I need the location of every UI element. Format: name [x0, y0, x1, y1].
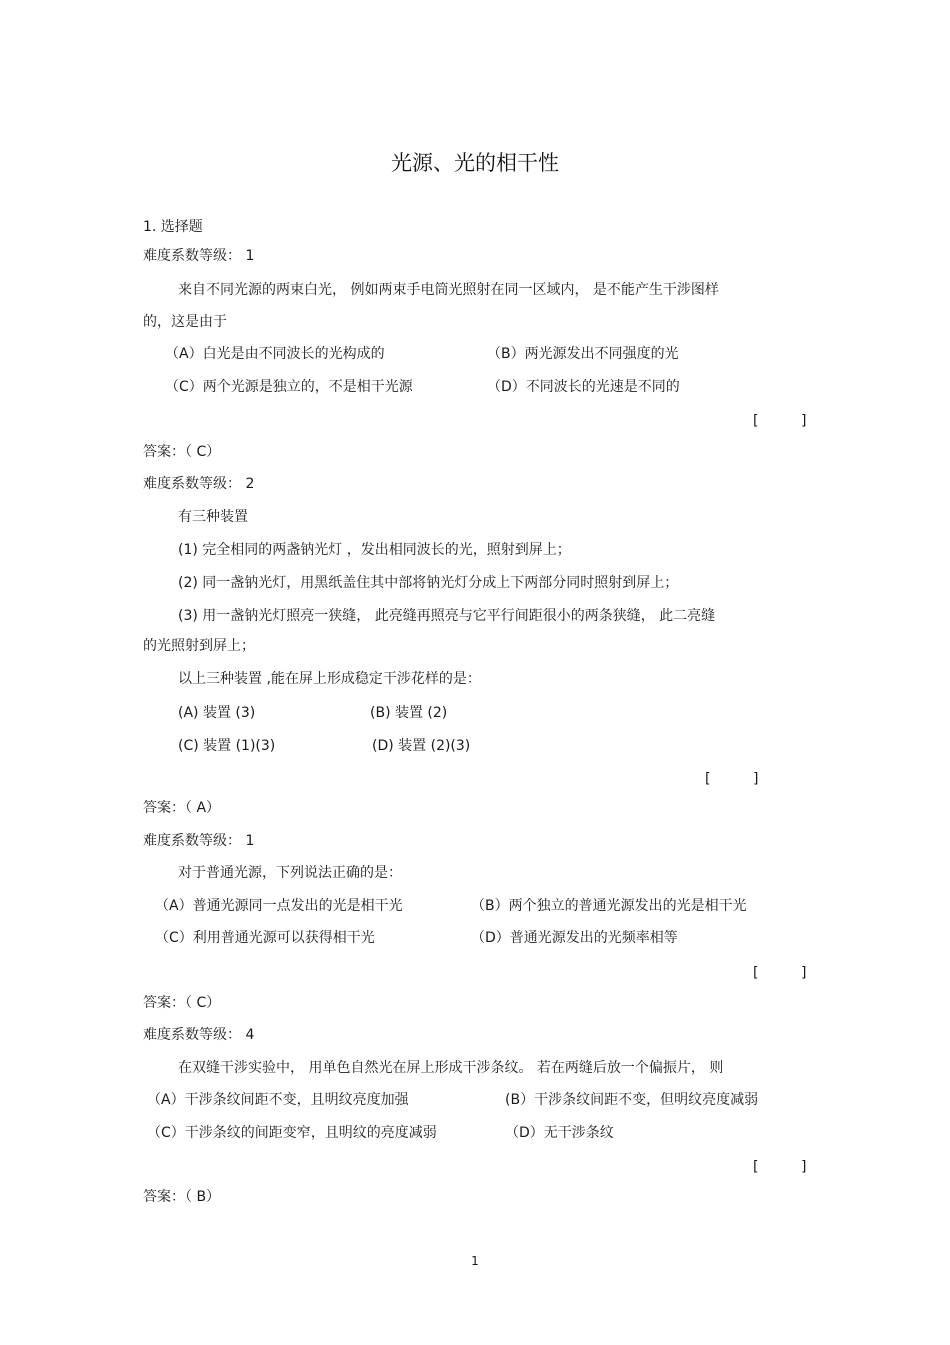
bracket-open: [ [753, 965, 759, 981]
difficulty-level: 难度系数等级： 4 [143, 1027, 255, 1043]
answer: 答案：（ C） [143, 444, 221, 460]
bracket-close: ] [801, 413, 807, 429]
answer-bracket [753, 412, 807, 430]
option-a: (A) 装置 (3) [178, 705, 256, 721]
answer: 答案：（ C） [143, 995, 221, 1011]
option-d: （D）不同波长的光速是不同的 [487, 379, 680, 395]
option-d: （D）无干涉条纹 [505, 1125, 614, 1141]
bracket-open: [ [753, 413, 759, 429]
bracket-close: ] [753, 771, 759, 787]
option-c: （C）利用普通光源可以获得相干光 [155, 930, 375, 946]
option-d: (D) 装置 (2)(3) [372, 738, 471, 754]
bracket-close: ] [801, 1159, 807, 1175]
page-title: 光源、光的相干性 [391, 151, 559, 175]
answer: 答案：（ B） [143, 1189, 221, 1205]
answer: 答案：（ A） [143, 800, 221, 816]
option-a: （A）白光是由不同波长的光构成的 [165, 346, 385, 362]
bracket-open: [ [753, 1159, 759, 1175]
option-a: （A）干涉条纹间距不变，且明纹亮度加强 [147, 1092, 409, 1108]
section-heading: 1. 选择题 [143, 219, 203, 235]
answer-bracket [753, 1158, 807, 1176]
option-a: （A）普通光源同一点发出的光是相干光 [155, 898, 403, 914]
option-c: （C）两个光源是独立的，不是相干光源 [165, 379, 413, 395]
option-b: (B）干涉条纹间距不变，但明纹亮度减弱 [505, 1092, 759, 1108]
question-stem-continued: 的，这是由于 [143, 314, 227, 330]
option-b: (B) 装置 (2) [370, 705, 448, 721]
difficulty-level: 难度系数等级： 2 [143, 476, 255, 492]
question-stem: 对于普通光源，下列说法正确的是： [178, 865, 402, 881]
option-c: (C) 装置 (1)(3) [178, 738, 276, 754]
device-item-2: (2) 同一盏钠光灯，用黑纸盖住其中部将钠光灯分成上下两部分同时照射到屏上； [178, 575, 679, 591]
option-b: （B）两个独立的普通光源发出的光是相干光 [471, 898, 747, 914]
answer-bracket [753, 964, 807, 982]
question-stem: 来自不同光源的两束白光， 例如两束手电筒光照射在同一区域内， 是不能产生干涉图样 [178, 282, 719, 298]
bracket-open: [ [705, 771, 711, 787]
page-number: 1 [471, 1254, 479, 1268]
device-item-1: (1) 完全相同的两盏钠光灯 ，发出相同波长的光，照射到屏上； [178, 542, 571, 558]
option-c: （C）干涉条纹的间距变窄，且明纹的亮度减弱 [147, 1125, 437, 1141]
answer-bracket [705, 770, 759, 788]
option-d: （D）普通光源发出的光频率相等 [471, 930, 678, 946]
question-intro: 有三种装置 [178, 509, 248, 525]
difficulty-level: 难度系数等级： 1 [143, 833, 255, 849]
device-item-3: (3) 用一盏钠光灯照亮一狭缝， 此亮缝再照亮与它平行间距很小的两条狭缝， 此二亮缝 [178, 608, 716, 624]
device-item-3-continued: 的光照射到屏上； [143, 638, 255, 654]
bracket-close: ] [801, 965, 807, 981]
option-b: （B）两光源发出不同强度的光 [487, 346, 679, 362]
difficulty-level: 难度系数等级： 1 [143, 248, 255, 264]
question-prompt: 以上三种装置 ,能在屏上形成稳定干涉花样的是： [178, 671, 481, 687]
question-stem: 在双缝干涉实验中， 用单色自然光在屏上形成干涉条纹。 若在两缝后放一个偏振片， 则 [178, 1060, 724, 1076]
